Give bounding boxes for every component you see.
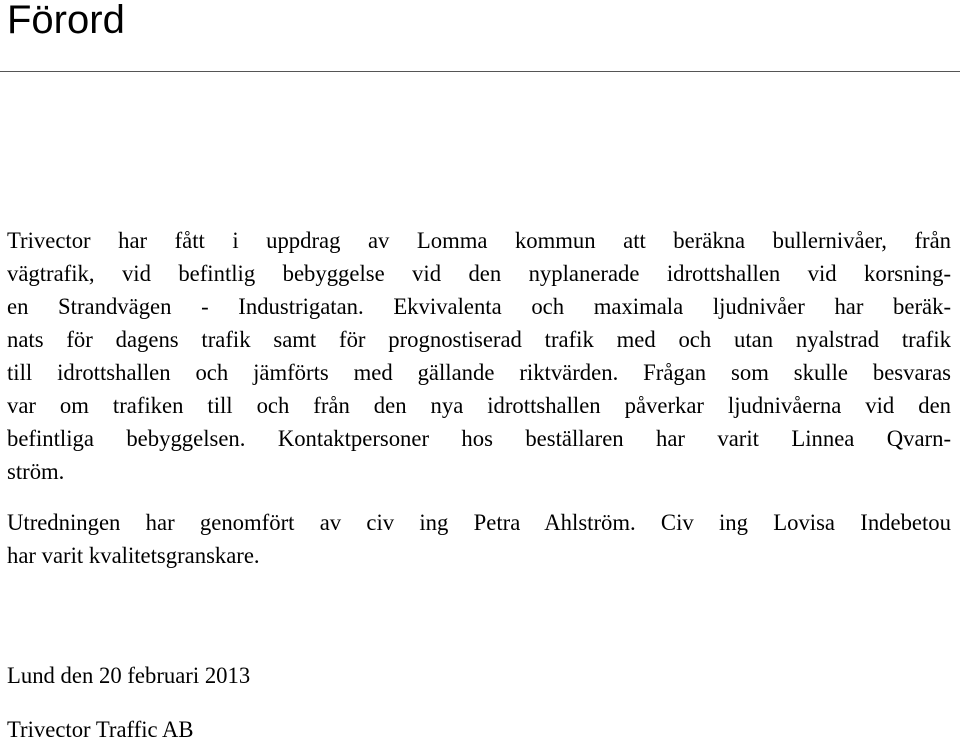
paragraph-line: har varit kvalitetsgranskare. [7, 543, 260, 568]
title-divider [0, 71, 960, 72]
place-date: Lund den 20 februari 2013 [7, 663, 251, 688]
paragraph-line: vägtrafik, vid befintlig bebyggelse vid den nyplanerade idrottshallen vid korsning- [7, 261, 951, 286]
paragraph-line: Utredningen har genomfört av civ ing Petra Ahlström. Civ ing Lovisa Indebetou [7, 510, 951, 535]
paragraph-line: ström. [7, 459, 65, 484]
page-title: Förord [7, 0, 125, 42]
authors-paragraph [7, 506, 951, 572]
paragraph-line: Trivector har fått i uppdrag av Lomma kommun att beräkna bullernivåer, från [7, 228, 951, 253]
paragraph-line: till idrottshallen och jämförts med gällande riktvärden. Frågan som skulle besvaras [7, 360, 951, 385]
intro-paragraph [7, 224, 951, 488]
paragraph-line: befintliga bebyggelsen. Kontaktpersoner hos beställaren har varit Linnea Qvarn- [7, 426, 951, 451]
company-name: Trivector Traffic AB [7, 717, 194, 742]
paragraph-line: en Strandvägen - Industrigatan. Ekvivalenta och maximala ljudnivåer har beräk- [7, 294, 951, 319]
paragraph-line: var om trafiken till och från den nya idrottshallen påverkar ljudnivåerna vid den [7, 393, 951, 418]
paragraph-line: nats för dagens trafik samt för prognostiserad trafik med och utan nyalstrad trafik [7, 327, 951, 352]
